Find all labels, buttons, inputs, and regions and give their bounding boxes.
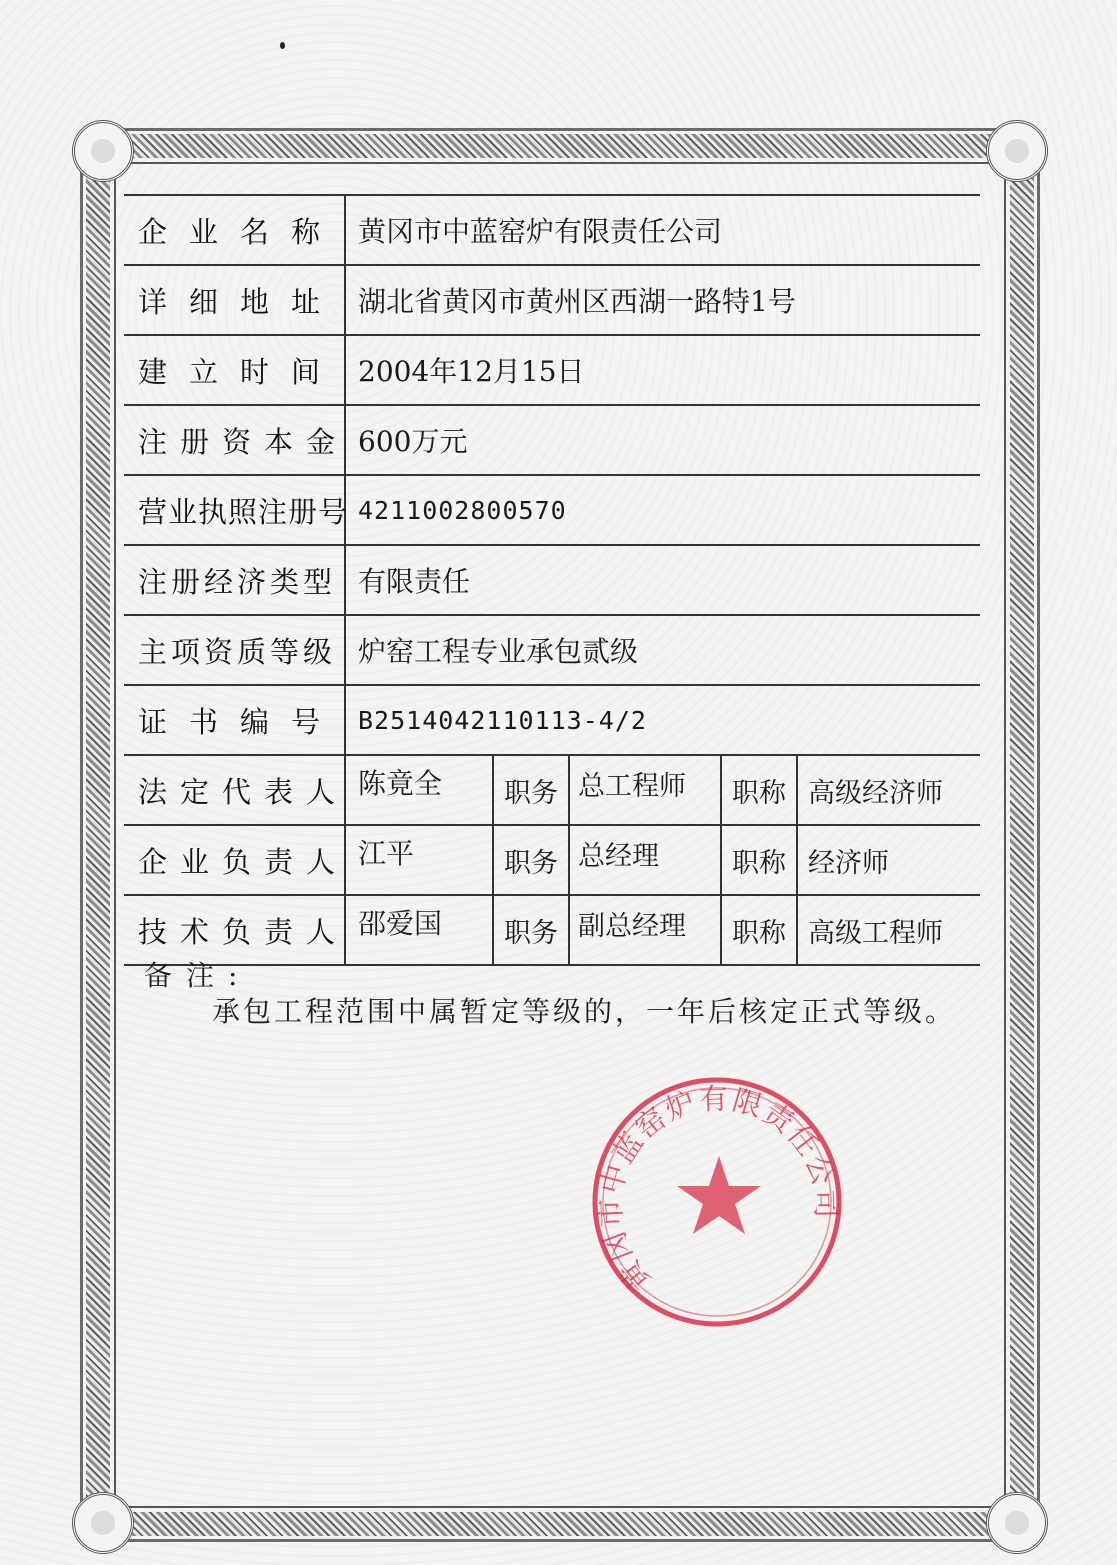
company-seal-stamp xyxy=(583,1068,851,1336)
value-address: 湖北省黄冈市黄州区西湖一路特1号 xyxy=(358,285,796,318)
value-econ-type: 有限责任 xyxy=(358,565,471,598)
label-capital: 注册资本金 xyxy=(124,406,346,474)
value-company-name: 黄冈市中蓝窑炉有限责任公司 xyxy=(358,215,723,248)
row-license xyxy=(124,476,980,546)
label-company-head-post: 职务 xyxy=(494,826,570,894)
row-company-name xyxy=(124,194,980,266)
label-tech-head-post: 职务 xyxy=(494,896,570,964)
value-established: 2004年12月15日 xyxy=(358,355,585,388)
seal-arc-text: 黄冈市中蓝窑炉有限责任公司 xyxy=(592,1081,844,1298)
label-company-name: 企业名称 xyxy=(124,196,346,264)
remarks-text: 承包工程范围中属暂定等级的，一年后核定正式等级。 xyxy=(212,995,957,1028)
dust-speck xyxy=(280,42,285,49)
row-capital xyxy=(124,406,980,476)
label-tech-head-title: 职称 xyxy=(722,896,798,964)
label-legal-rep: 法定代表人 xyxy=(124,756,346,824)
value-tech-head-title: 高级工程师 xyxy=(808,917,943,949)
label-company-head: 企业负责人 xyxy=(124,826,346,894)
label-econ-type: 注册经济类型 xyxy=(124,546,346,614)
seal-star-icon xyxy=(677,1156,761,1234)
row-econ-type xyxy=(124,546,980,616)
value-company-head-post: 总经理 xyxy=(570,826,722,894)
corner-ornament-top-left xyxy=(72,120,134,182)
value-capital: 600万元 xyxy=(358,425,468,458)
corner-ornament-bottom-left xyxy=(72,1492,134,1554)
label-address: 详细地址 xyxy=(124,266,346,334)
value-certificate-no: B2514042110113-4/2 xyxy=(358,705,647,735)
row-qualification xyxy=(124,616,980,686)
label-legal-rep-title: 职称 xyxy=(722,756,798,824)
row-established xyxy=(124,336,980,406)
value-tech-head-post: 副总经理 xyxy=(570,896,722,964)
corner-ornament-bottom-right xyxy=(986,1492,1048,1554)
certificate-table xyxy=(124,194,980,966)
value-company-head-name: 江平 xyxy=(346,826,494,894)
label-license: 营业执照注册号 xyxy=(124,476,346,544)
value-legal-rep-name: 陈竟全 xyxy=(346,756,494,824)
row-certificate-no xyxy=(124,686,980,756)
value-company-head-title: 经济师 xyxy=(808,847,889,879)
label-certificate-no: 证书编号 xyxy=(124,686,346,754)
value-license: 4211002800570 xyxy=(358,495,567,525)
label-qualification: 主项资质等级 xyxy=(124,616,346,684)
label-legal-rep-post: 职务 xyxy=(494,756,570,824)
corner-ornament-top-right xyxy=(986,120,1048,182)
value-legal-rep-title: 高级经济师 xyxy=(808,777,943,809)
value-qualification: 炉窑工程专业承包贰级 xyxy=(358,635,639,668)
label-company-head-title: 职称 xyxy=(722,826,798,894)
row-tech-head xyxy=(124,896,980,966)
label-established: 建立时间 xyxy=(124,336,346,404)
row-legal-rep xyxy=(124,756,980,826)
value-tech-head-name: 邵爱国 xyxy=(346,896,494,964)
row-address xyxy=(124,266,980,336)
row-company-head xyxy=(124,826,980,896)
value-legal-rep-post: 总工程师 xyxy=(570,756,722,824)
label-tech-head: 技术负责人 xyxy=(124,896,346,964)
remarks-label: 备注: xyxy=(144,959,252,992)
